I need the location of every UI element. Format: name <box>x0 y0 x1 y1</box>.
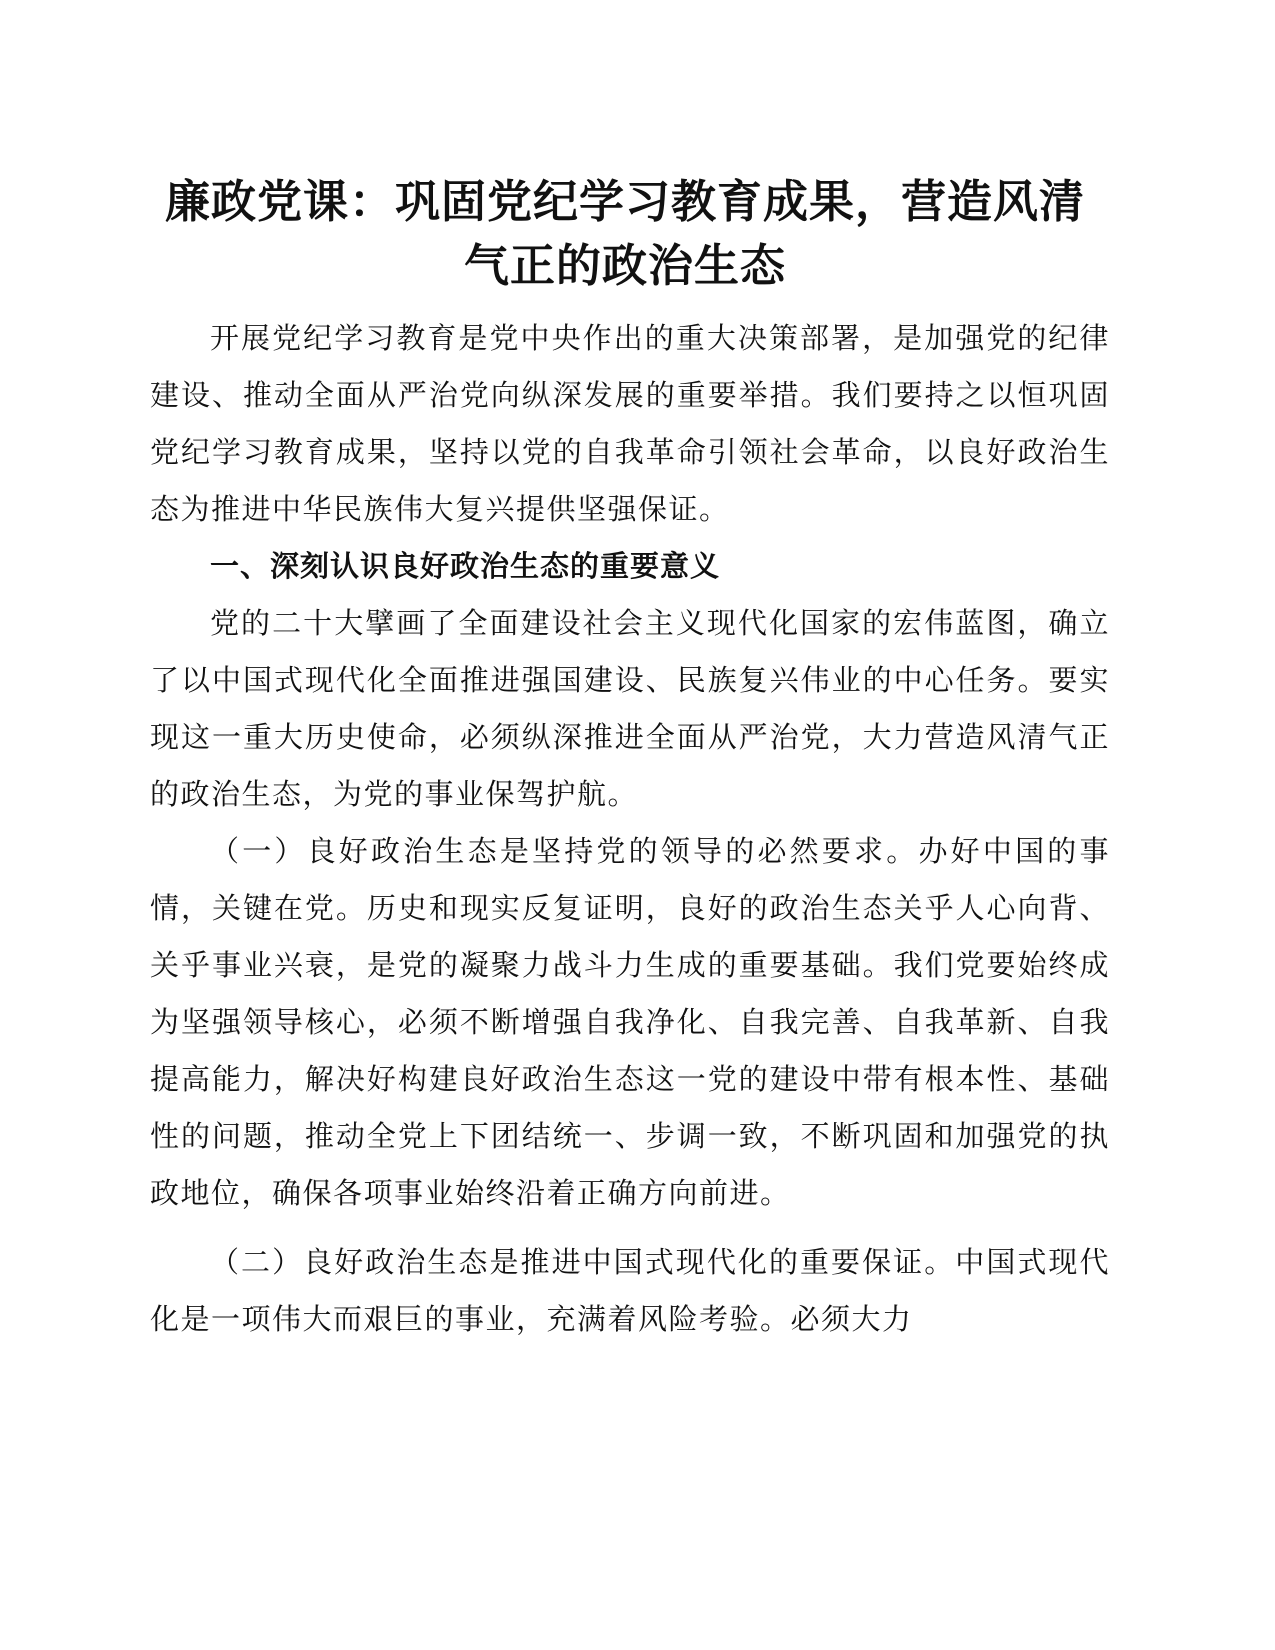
title-line-1: 廉政党课：巩固党纪学习教育成果，营造风清 <box>164 175 1085 228</box>
subsection-1-lead: （一）良好政治生态是坚持党的领导的必然要求。 <box>210 834 919 868</box>
section-1-heading: 一、深刻认识良好政治生态的重要意义 <box>210 549 721 583</box>
subsection-2-body: 中国式现代化是一项伟大而艰巨的事业，充满着风险考验。必须大力 <box>150 1245 1110 1336</box>
subsection-1-paragraph <box>150 823 1110 1222</box>
document-title <box>150 170 1100 298</box>
subsection-1-body: 办好中国的事情，关键在党。历史和现实反复证明，良好的政治生态关乎人心向背、关乎事业兴衰，是党的凝聚力战斗力生成的重要基础。我们党要始终成为坚强领导核心，必须不断增强自我净化、自我完善、自我革新、自我提高能力，解决好构建良好政治生态这一党的建设中带有根本性、基础性的问题，推动全党上下团结统一、步调一致，不断巩固和加强党的执政地位，确保各项事业始终沿着正确方向前进。 <box>150 834 1110 1210</box>
document-body <box>150 310 1110 1348</box>
intro-paragraph: 开展党纪学习教育是党中央作出的重大决策部署，是加强党的纪律建设、推动全面从严治党向纵深发展的重要举措。我们要持之以恒巩固党纪学习教育成果，坚持以党的自我革命引领社会革命，以良好政治生态为推进中华民族伟大复兴提供坚强保证。 <box>150 321 1110 526</box>
subsection-2-lead: （二）良好政治生态是推进中国式现代化的重要保证。 <box>210 1245 956 1279</box>
subsection-2-paragraph <box>150 1234 1110 1348</box>
title-line-2: 气正的政治生态 <box>463 239 786 292</box>
section-1-paragraph: 党的二十大擘画了全面建设社会主义现代化国家的宏伟蓝图，确立了以中国式现代化全面推进强国建设、民族复兴伟业的中心任务。要实现这一重大历史使命，必须纵深推进全面从严治党，大力营造风清气正的政治生态，为党的事业保驾护航。 <box>150 606 1110 811</box>
